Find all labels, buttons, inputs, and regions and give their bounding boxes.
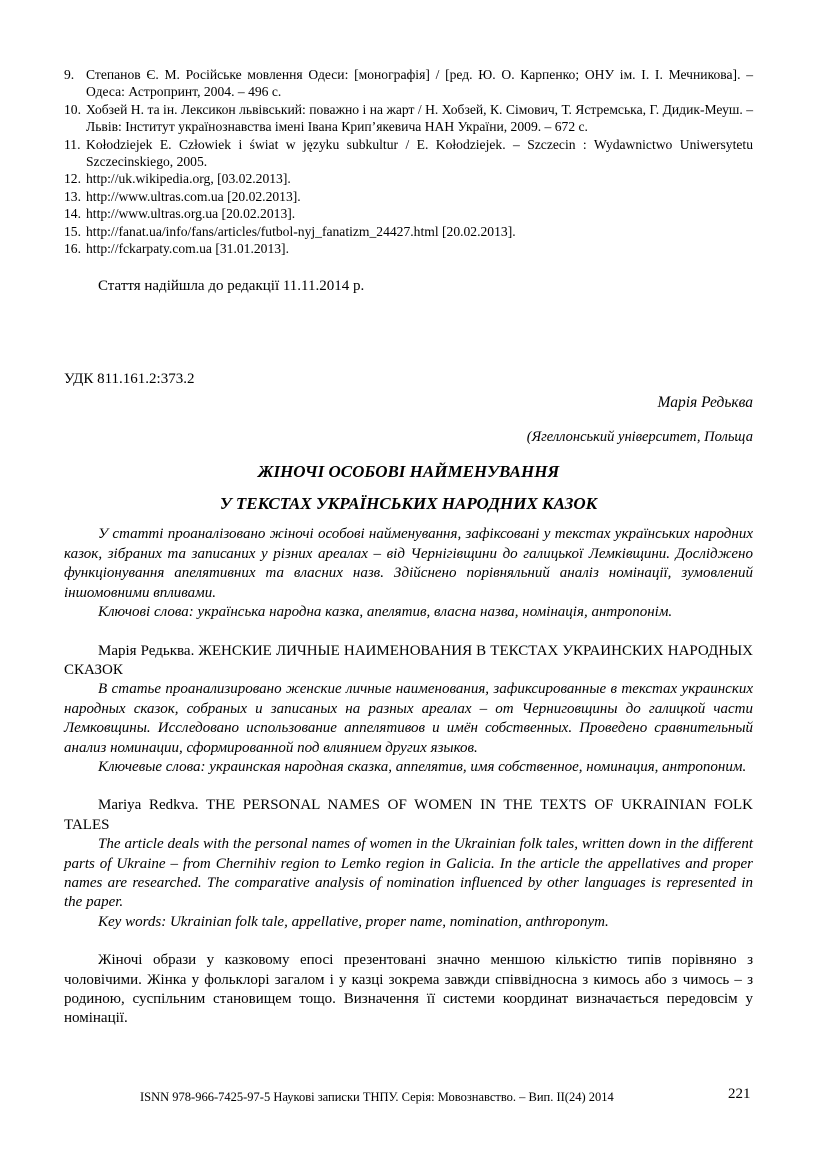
reference-number: 14. <box>64 206 81 222</box>
reference-text: http://fckarpaty.com.ua [31.01.2013]. <box>86 241 289 257</box>
reference-number: 15. <box>64 223 81 239</box>
reference-item <box>64 170 753 187</box>
reference-number: 12. <box>64 171 81 187</box>
keywords-english: Key words: Ukrainian folk tale, appellative, proper name, nomination, anthroponym. <box>98 913 609 930</box>
abstract-ukrainian: У статті проаналізовано жіночі особові найменування, зафіксовані у текстах українських народних казок, зібраних та записаних у різних ареалах – від Чернігівщини до галицької Лемківщини. Досліджено функціонування апелятивних та власних назв. Здійснено порівняльний аналіз номінації, зумовлений іншомовними впливами. <box>64 526 753 601</box>
page-number: 221 <box>728 1086 751 1102</box>
footer-journal-info: ISNN 978-966-7425-97-5 Наукові записки ТНПУ. Серія: Мовознавство. – Вип. ІІ(24) 2014 <box>140 1090 614 1104</box>
reference-item <box>64 101 753 136</box>
english-heading: Mariya Redkva. THE PERSONAL NAMES OF WOMEN IN THE TEXTS OF UKRAINIAN FOLK TALES <box>64 797 753 833</box>
reference-item <box>64 188 753 205</box>
reference-item <box>64 205 753 222</box>
reference-item <box>64 66 753 101</box>
received-date-note: Стаття надійшла до редакції 11.11.2014 р. <box>98 278 365 295</box>
reference-number: 11. <box>64 136 81 152</box>
keywords-ukrainian: Ключові слова: українська народна казка, апелятив, власна назва, номінація, антропонім. <box>98 604 673 621</box>
reference-text: Kołodziejek E. Człowiek i świat w języku subkultur / E. Kołodziejek. – Szczecin : Wydawnictwo Uniwersytetu Szczecinskiego, 2005. <box>86 136 753 170</box>
article-title-line-1: ЖІНОЧІ ОСОБОВІ НАЙМЕНУВАННЯ <box>257 462 560 482</box>
reference-item <box>64 223 753 240</box>
reference-text: Степанов Є. М. Російське мовлення Одеси: [монографія] / [ред. Ю. О. Карпенко; ОНУ ім. І. І. Мечникова]. – Одеса: Астропринт, 2004. – 496 с. <box>86 67 753 100</box>
abstract-russian: В статье проанализировано женские личные наименования, зафиксированные в текстах украинских народных сказок, собраных и записаных на разных ареалах – от Черниговщины до галицкой части Лемковщины. Исследовано использование аппелятивов и имён собственных. Проведено сравнительный анализ номинации, сформированной под влиянием других языков. <box>64 681 753 756</box>
author-name: Марія Редьква <box>657 394 753 412</box>
reference-text: Хобзей Н. та ін. Лексикон львівський: поважно і на жарт / Н. Хобзей, К. Сімович, Т. Ястремська, Г. Дидик-Меуш. – Львів: Інститут українознавства імені Івана Крип’якевича НАН України, 2009. – 672 с. <box>86 101 753 135</box>
reference-text: http://www.ultras.org.ua [20.02.2013]. <box>86 206 296 222</box>
reference-text: http://www.ultras.com.ua [20.02.2013]. <box>86 188 301 204</box>
abstract-english: The article deals with the personal names of women in the Ukrainian folk tales, written down in the different parts of Ukraine – from Chernihiv region to Lemko region in Galicia. In the article the appellatives and proper names are researched. The comparative analysis of nomination influenced by other languages is represented in the paper. <box>64 836 753 911</box>
udc-code: УДК 811.161.2:373.2 <box>64 371 195 388</box>
page-content <box>64 66 753 1029</box>
keywords-russian: Ключевые слова: украинская народная сказка, аппелятив, имя собственное, номинация, антропоним. <box>98 758 747 775</box>
reference-number: 9. <box>64 67 75 82</box>
russian-heading: Марія Редьква. ЖЕНСКИЕ ЛИЧНЫЕ НАИМЕНОВАНИЯ В ТЕКСТАХ УКРАИНСКИХ НАРОДНЫХ СКАЗОК <box>64 642 753 678</box>
body-paragraph: Жіночі образи у казковому епосі презентовані значно меншою кількістю типів порівняно з чоловічими. Жінка у фольклорі загалом і у казці зокрема завжди співвідносна з кимось або з чимось – з родиною, суспільним становищем тощо. Визначення її системи координат визначається передовсім у номінації. <box>64 952 753 1027</box>
reference-number: 10. <box>64 101 81 117</box>
reference-number: 13. <box>64 188 81 204</box>
reference-text: http://fanat.ua/info/fans/articles/futbol-nyj_fanatizm_24427.html [20.02.2013]. <box>86 223 516 239</box>
reference-list <box>64 66 753 257</box>
reference-number: 16. <box>64 241 81 257</box>
article-title-line-2: У ТЕКСТАХ УКРАЇНСЬКИХ НАРОДНИХ КАЗОК <box>219 494 598 514</box>
reference-text: http://uk.wikipedia.org, [03.02.2013]. <box>86 171 291 187</box>
reference-item <box>64 240 753 257</box>
reference-item <box>64 136 753 171</box>
author-affiliation: (Ягеллонський університет, Польща <box>526 429 753 446</box>
